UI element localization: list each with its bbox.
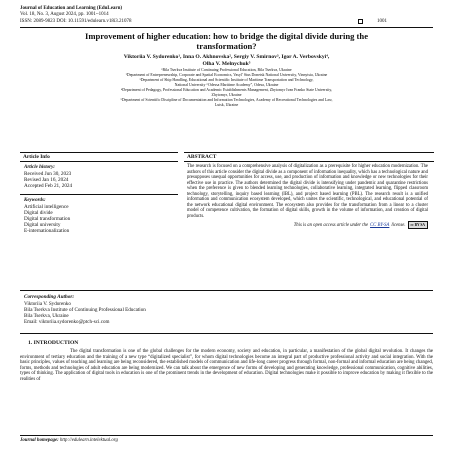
corresponding-email[interactable]: Email: viktoriia.sydorenko@ptch-sci.com [24, 319, 110, 326]
article-info-box [20, 152, 178, 234]
affiliation-line: Zhytomyr, Ukraine [211, 93, 242, 97]
corresponding-rule [20, 333, 433, 334]
homepage-link[interactable]: http://edulearn.intelektual.org [59, 438, 118, 443]
affiliation-line: ³Department of Ship Handling, Educational and Scientific Institute of Maritime Transportation and Technology, [139, 78, 314, 82]
introduction-heading: 1. INTRODUCTION [28, 340, 79, 346]
keywords-heading: Keywords: [24, 197, 46, 203]
keyword-item: Digital university [24, 221, 61, 228]
footer-rule [20, 435, 433, 436]
abstract-box [184, 152, 434, 229]
affiliation-line: Lutsk, Ukraine [214, 103, 239, 107]
license-link[interactable]: CC BY-SA [370, 222, 390, 228]
license-text: This is an open access article under the [293, 222, 369, 228]
affiliation-line: National University “Odessa Maritime Academy”, Odesa, Ukraine [174, 83, 279, 87]
author-list [40, 54, 413, 67]
abstract-text: The research is focused on a comprehensive analysis of digitalization as a prerequisite for higher education modernization. The authors of this article consider the digital divide as a component of information inequality, which has a technological nature and presupposes unequal opportunities for access, use, and production of information and knowledge or new technologies for their effective use in practice. The authors determined the digital divide is intensifying under pandemic and quarantine restrictions when the preference is given to blended learning technologies, collaborative learning, integrated learning, flipped classroom technology, storytelling, inquiry based learning (IBL), and project based learning (PBL). The research result is a unified information and communication ecosystem developed, which unites the scientific, technological, and educational potential of the network educational digital environment. The ecosystem also provides for the transformation from a linear to a cluster model of competence cultivation, the formation of digital skills, growth in the volume of information, and creation of digital products. [187, 164, 428, 219]
corresponding-line: Bila Tserkva, Ukraine [24, 313, 69, 320]
affiliation-line: ²Department of Entrepreneurship, Corporate and Spatial Economics, Vasyl’ Stus Donetsk National University, Vinnytsia, Ukraine [125, 73, 328, 77]
affiliation-line: ⁴Department of Pedagogy, Professional Education and Academic Establishments Management, Zhytomyr Ivan Franko State University, [120, 88, 333, 92]
history-item: Revised Jan 16, 2024 [24, 177, 69, 184]
journal-name: Journal of Education and Learning (EduLearn) [20, 6, 123, 11]
introduction-text: The digital transformation is one of the global challenges for the modern economy, society and education, in particular, a manifestation of the global digital revolution. It changes the environment of tertiary education and the training of a new type “digitalized specialist”, for whom digital technologies become an integral part of productive professional activity and social integration. With the basic principles, values of teaching and learning are being reconsidered, the established models of communication and life-long career progress through formal, non-formal and informal education are being changed, forms, methods and technologies of adult education are being modernized. We can talk about the emergence of new forms of developing and generating knowledge, professional communication, cognitive abilities, types of thinking. The application of digital tools in education is one of the prominent trends in the development of education. Digital technologies make it possible to improve education by making it flexible to the realities of [20, 349, 433, 382]
keyword-item: Digital divide [24, 209, 53, 216]
affiliation-line: ⁵Department of Scientific Discipline of Documentation and Information Technologies, Academy of Recreational Technologies and Law, [120, 98, 333, 102]
paper-title: Improvement of higher education: how to bridge the digital divide during the transformation? [84, 31, 369, 51]
affiliations [30, 68, 423, 108]
history-item: Received Jun 30, 2023 [24, 171, 72, 177]
author-line: Viktoriia V. Sydorenko¹, Inna O. Akhnovska², Sergiy V. Smirnov³, Igor A. Verbovskyi⁴, [123, 54, 330, 60]
corresponding-author-box [20, 290, 433, 325]
header-rule [20, 27, 433, 28]
abstract-heading: ABSTRACT [184, 152, 434, 162]
journal-header [20, 6, 131, 25]
journal-header-right [358, 19, 387, 24]
keyword-item: Artificial intelligence [24, 203, 69, 210]
history-heading: Article history: [24, 165, 55, 170]
cc-badge-label: cc BY SA [410, 223, 425, 228]
keyword-item: E-internationalization [24, 227, 70, 234]
corresponding-line: Viktoriia V. Sydorenko [24, 301, 71, 307]
keyword-item: Digital transformation [24, 215, 71, 222]
author-line: Olha V. Melnychuk⁵ [202, 60, 251, 67]
license-line [184, 221, 434, 229]
corresponding-heading: Corresponding Author: [24, 294, 75, 300]
page-number: 1001 [377, 18, 387, 24]
journal-issn-doi: ISSN: 2089-9823 DOI: 10.11591/edulearn.v18i3.21078 [20, 18, 132, 24]
corresponding-line: Bila Tserkva Institute of Continuing Professional Education [24, 307, 146, 314]
article-info-heading: Article Info [20, 152, 178, 162]
square-icon [358, 19, 363, 24]
divider [20, 194, 178, 195]
footer [20, 438, 118, 443]
journal-volume: Vol. 18, No. 3, August 2024, pp. 1001~1014 [20, 12, 109, 18]
affiliation-line: ¹Bila Tserkva Institute of Continuing Professional Education, Bila Tserkva, Ukraine [161, 68, 292, 72]
cc-license-icon[interactable] [408, 221, 428, 229]
footer-label: Journal homepage: [20, 438, 59, 443]
license-end: license. [391, 222, 406, 228]
history-item: Accepted Feb 21, 2024 [24, 183, 73, 190]
